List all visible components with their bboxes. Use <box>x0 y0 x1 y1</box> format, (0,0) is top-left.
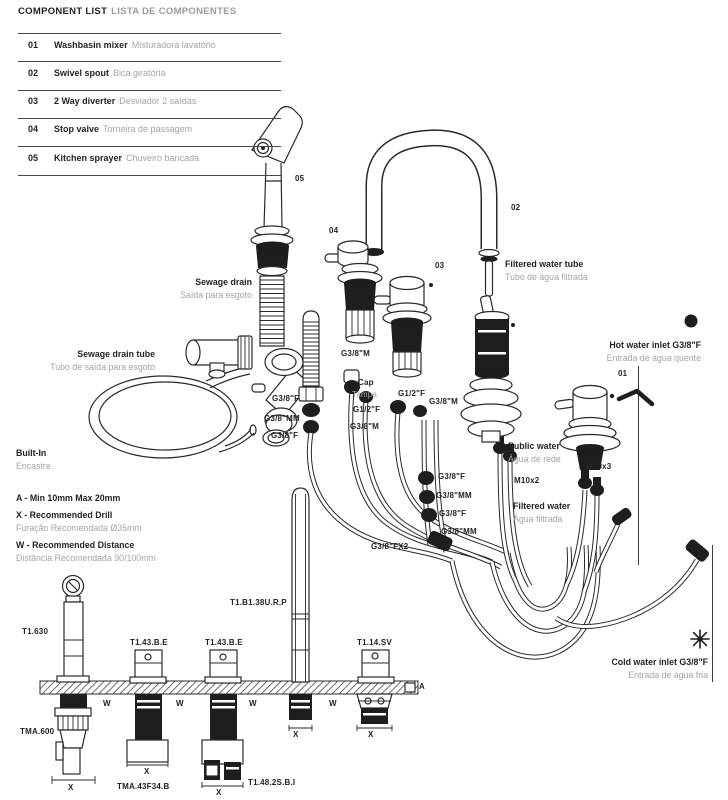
dim-x: X <box>144 767 150 776</box>
divider <box>18 33 281 34</box>
filter-cartridge-drawing <box>461 295 521 442</box>
part-number-04: 04 <box>329 226 339 235</box>
row-name-en: Stop valve <box>54 124 100 134</box>
fitting-g38fx2: G3/8"FX2 <box>371 542 409 551</box>
fitting-g38f: G3/8"F <box>271 431 299 440</box>
dim-x: X <box>216 788 222 797</box>
dim-x: X <box>68 783 74 792</box>
label-cap-en: Cap <box>358 378 374 387</box>
fitting-g38m: G3/8"M <box>341 349 371 358</box>
label-sewage-drain-tube: Sewage drain tube Tubo de saída para esgoto <box>50 349 155 372</box>
divider <box>18 175 281 176</box>
code-tma43f34b: TMA.43F34.B <box>117 782 170 791</box>
dim-w: W <box>103 699 111 708</box>
swivel-spout-drawing <box>364 138 499 296</box>
component-row <box>28 153 288 163</box>
label-hot-water-inlet: Hot water inlet G3/8"F Entrada de água quente <box>606 340 701 363</box>
dim-a: A <box>419 682 425 691</box>
row-name-en: Kitchen sprayer <box>54 153 123 163</box>
label-filtered-water: Filtered water Água filtrada <box>513 501 571 524</box>
dim-w: W <box>249 699 257 708</box>
fitting-g38mm: G3/8"MM <box>264 414 300 423</box>
fitting-g38mm: G3/8"MM <box>436 491 472 500</box>
dim-x: X <box>293 730 299 739</box>
stop-valve-drawing <box>325 241 382 343</box>
part-number-02: 02 <box>511 203 521 212</box>
row-number: 02 <box>28 68 39 78</box>
row-number: 05 <box>28 153 39 163</box>
label-built-in: Built-In Encastre <box>16 448 51 471</box>
code-t1482sbi: T1.48.2S.B.I <box>248 778 296 787</box>
part-number-03: 03 <box>435 261 445 270</box>
fitting-g38m: G3/8"M <box>429 397 459 406</box>
note-w-en: W - Recommended Distance <box>16 540 135 550</box>
label-filtered-water-tube: Filtered water tube Tubo de água filtrada <box>505 259 588 282</box>
note-w-pt: Distância Recomendada 90/100mm <box>16 553 156 563</box>
code-t143be: T1.43.B.E <box>130 638 168 647</box>
divider <box>18 61 281 62</box>
code-t114sv: T1.14.SV <box>357 638 392 647</box>
note-a: A - Min 10mm Max 20mm <box>16 493 121 503</box>
row-name-en: Swivel spout <box>54 68 110 78</box>
fitting-g38mm: G3/8"MM <box>441 527 477 536</box>
note-x-en: X - Recommended Drill <box>16 510 113 520</box>
washbasin-mixer-drawing <box>555 386 652 471</box>
label-cold-water-inlet: Cold water inlet G3/8"F Entrada de água fria <box>611 657 708 680</box>
divider <box>18 118 281 119</box>
row-name-en: 2 Way diverter <box>54 96 116 106</box>
fitting-g12f: G1/2"F <box>353 405 381 414</box>
label-cap-pt: Tampa <box>352 390 378 399</box>
dim-w: W <box>176 699 184 708</box>
unit-t143be-2-drawing <box>202 650 243 788</box>
row-name-en: Washbasin mixer <box>54 40 128 50</box>
dim-x: X <box>368 730 374 739</box>
code-t143be: T1.43.B.E <box>205 638 243 647</box>
label-public-water: Public water Água de rede <box>508 441 561 464</box>
fitting-g12f: G1/2"F <box>398 389 426 398</box>
row-name-pt: Misturadora lavatório <box>131 40 216 50</box>
row-number: 04 <box>28 124 39 134</box>
fitting-g38f: G3/8"F <box>439 509 467 518</box>
flexible-hose-drawing <box>299 311 323 434</box>
unit-t143be-1-drawing <box>127 650 168 767</box>
part-number-01: 01 <box>618 369 628 378</box>
component-row <box>28 124 288 134</box>
fitting-g38f: G3/8"F <box>438 472 466 481</box>
title-en: COMPONENT LIST <box>18 6 108 17</box>
row-name-pt: Torneira de passagem <box>103 124 193 134</box>
unit-shank-drawing <box>289 488 312 731</box>
row-number: 03 <box>28 96 39 106</box>
fitting-m10x3: M10x3 <box>586 462 612 471</box>
code-tma600: TMA.600 <box>20 727 55 736</box>
part-number-05: 05 <box>295 174 305 183</box>
divider <box>18 90 281 91</box>
row-number: 01 <box>28 40 39 50</box>
row-name-pt: Desviador 2 saídas <box>119 96 197 106</box>
title-pt: LISTA DE COMPONENTES <box>111 6 237 17</box>
component-row <box>28 96 288 106</box>
fitting-m10x2: M10x2 <box>514 476 540 485</box>
component-row <box>28 68 288 78</box>
row-name-pt: Chuveiro bancada <box>126 153 200 163</box>
row-name-pt: Bica giratória <box>113 68 166 78</box>
component-row <box>28 40 288 50</box>
code-t1b138urp: T1.B1.38U.R.P <box>230 598 287 607</box>
code-t1630: T1.630 <box>22 627 49 636</box>
sewage-drain-tube-drawing <box>89 367 256 458</box>
fitting-g38f: G3/8"F <box>272 394 300 403</box>
hot-water-icon <box>685 315 698 328</box>
page-title <box>18 6 236 17</box>
cold-water-icon <box>691 630 709 648</box>
dim-w: W <box>329 699 337 708</box>
diverter-drawing <box>374 277 433 378</box>
unit-t1630-drawing <box>52 576 95 785</box>
divider <box>18 146 281 147</box>
label-sewage-drain: Sewage drain Saída para esgoto <box>180 277 252 300</box>
note-x-pt: Furação Recomendada Ø35mm <box>16 523 142 533</box>
fitting-g38m: G3/8"M <box>350 422 380 431</box>
t-connector-drawing <box>186 336 252 378</box>
